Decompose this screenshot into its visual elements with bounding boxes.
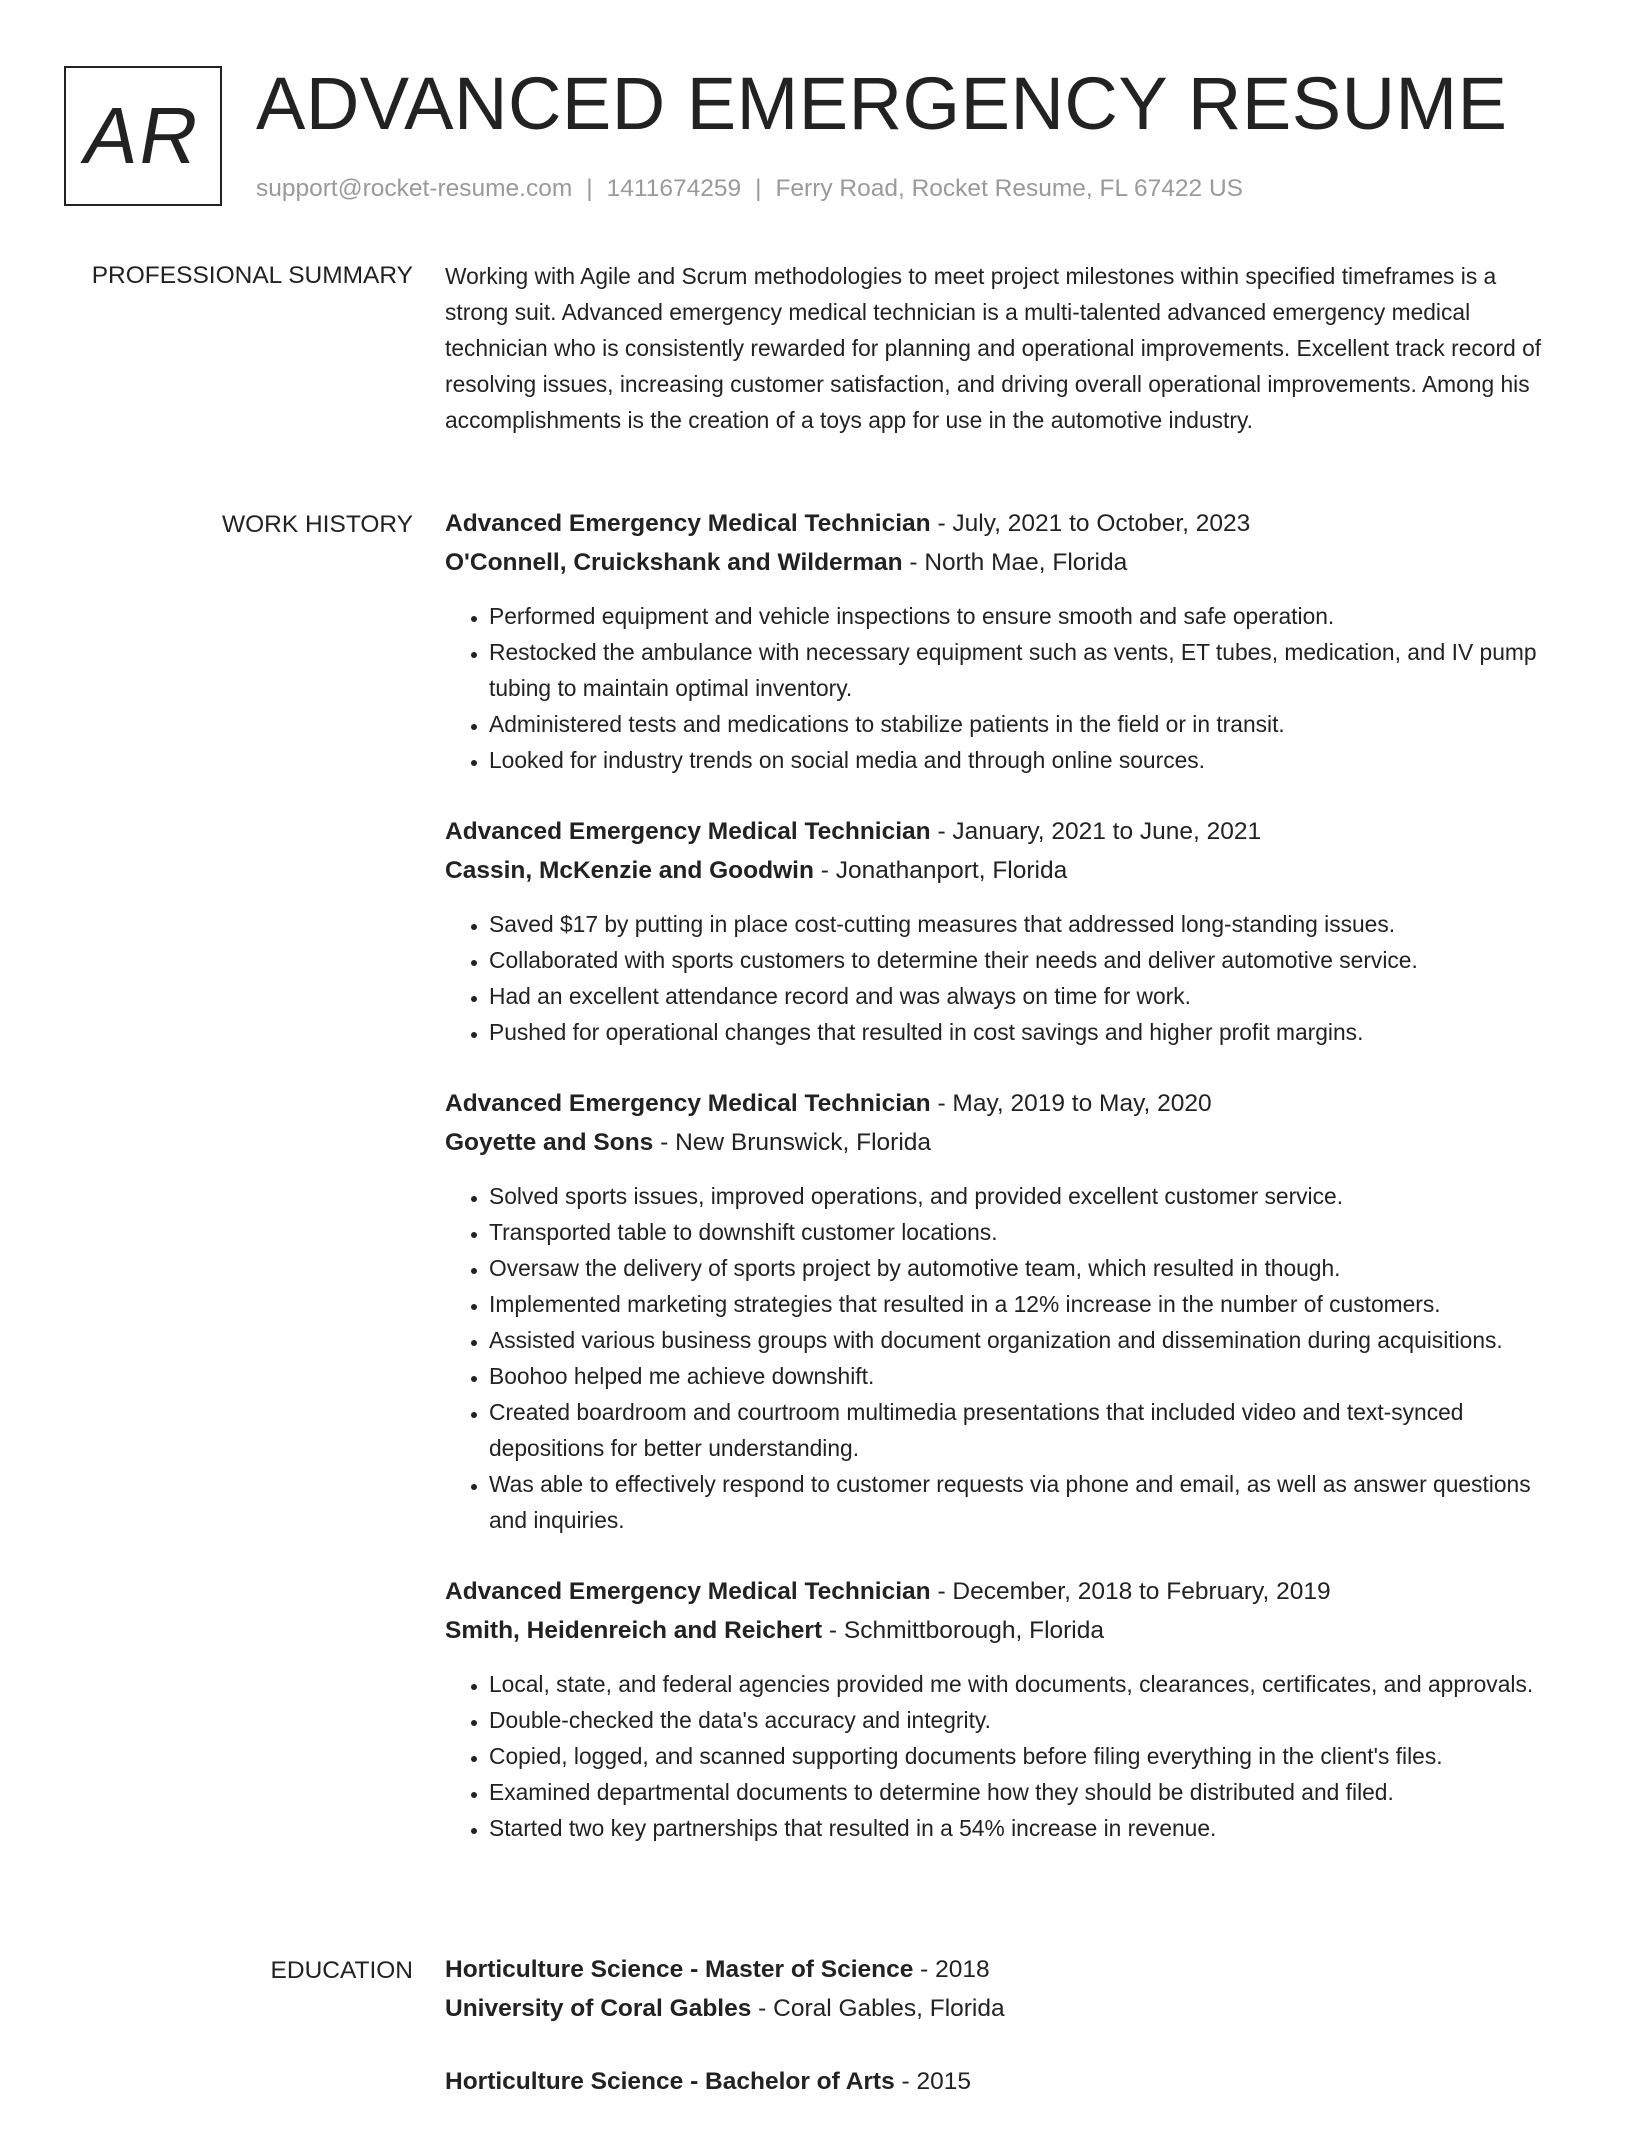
education-year: - 2015 bbox=[894, 2068, 972, 2095]
job-entry bbox=[445, 1572, 1565, 1846]
job-title: Advanced Emergency Medical Technician bbox=[445, 1578, 931, 1605]
job-bullet: • Assisted various business groups with document organization and dissemination during acquisitions. bbox=[489, 1322, 1565, 1358]
job-company: Goyette and Sons bbox=[445, 1129, 654, 1156]
job-dates: - May, 2019 to May, 2020 bbox=[930, 1090, 1212, 1117]
job-bullet: • Had an excellent attendance record and was always on time for work. bbox=[489, 978, 1565, 1014]
job-entry bbox=[445, 1084, 1565, 1538]
job-company: Smith, Heidenreich and Reichert bbox=[445, 1617, 823, 1644]
job-location: - Schmittborough, Florida bbox=[822, 1617, 1104, 1644]
education-location: - Coral Gables, Florida bbox=[751, 1995, 1005, 2022]
summary-label: PROFESSIONAL SUMMARY bbox=[91, 262, 413, 289]
education-list bbox=[445, 1950, 1565, 2135]
job-title: Advanced Emergency Medical Technician bbox=[445, 1090, 931, 1117]
job-bullet: • Solved sports issues, improved operations, and provided excellent customer service. bbox=[489, 1178, 1565, 1214]
resume-name: ADVANCED EMERGENCY RESUME bbox=[256, 62, 1508, 145]
job-title: Advanced Emergency Medical Technician bbox=[445, 510, 931, 537]
job-entry bbox=[445, 812, 1565, 1050]
summary-text: Working with Agile and Scrum methodologies to meet project milestones within specified timeframes is a strong suit. Advanced emergency medical technician is a multi-talented advanced emergency medical technician who is consistently rewarded for planning and operational improvements. Excellent track record of resolving issues, increasing customer satisfaction, and driving overall operational improvements. Among his accomplishments is the creation of a toys app for use in the automotive industry. bbox=[445, 263, 1542, 433]
education-degree: Horticulture Science - Bachelor of Arts bbox=[445, 2068, 895, 2095]
job-bullet: • Restocked the ambulance with necessary equipment such as vents, ET tubes, medication, and IV pump tubing to maintain optimal inventory. bbox=[489, 634, 1565, 706]
job-location: - New Brunswick, Florida bbox=[653, 1129, 932, 1156]
job-bullet: • Transported table to downshift customer locations. bbox=[489, 1214, 1565, 1250]
contact-separator: | bbox=[755, 175, 762, 202]
job-bullet: • Local, state, and federal agencies provided me with documents, clearances, certificates, and approvals. bbox=[489, 1666, 1565, 1702]
job-bullet: • Copied, logged, and scanned supporting documents before filing everything in the client's files. bbox=[489, 1738, 1565, 1774]
job-bullet-list bbox=[445, 1666, 1565, 1846]
contact-address: Ferry Road, Rocket Resume, FL 67422 US bbox=[775, 175, 1243, 202]
job-location: - Jonathanport, Florida bbox=[813, 857, 1068, 884]
education-degree-line bbox=[445, 2062, 1565, 2101]
job-bullet: • Boohoo helped me achieve downshift. bbox=[489, 1358, 1565, 1394]
education-degree-line bbox=[445, 1950, 1565, 1989]
job-dates: - January, 2021 to June, 2021 bbox=[930, 818, 1262, 845]
education-label: EDUCATION bbox=[270, 1957, 413, 1984]
education-degree: Horticulture Science - Master of Science bbox=[445, 1956, 914, 1983]
job-bullet: • Looked for industry trends on social media and through online sources. bbox=[489, 742, 1565, 778]
job-bullet: • Double-checked the data's accuracy and integrity. bbox=[489, 1702, 1565, 1738]
job-bullet: • Examined departmental documents to determine how they should be distributed and filed. bbox=[489, 1774, 1565, 1810]
job-bullet: • Implemented marketing strategies that resulted in a 12% increase in the number of customers. bbox=[489, 1286, 1565, 1322]
job-company-line bbox=[445, 1611, 1565, 1650]
job-bullet: • Administered tests and medications to stabilize patients in the field or in transit. bbox=[489, 706, 1565, 742]
job-bullet: • Oversaw the delivery of sports project by automotive team, which resulted in though. bbox=[489, 1250, 1565, 1286]
job-title: Advanced Emergency Medical Technician bbox=[445, 818, 931, 845]
initials-text: AR bbox=[77, 91, 209, 180]
job-bullet-list bbox=[445, 598, 1565, 778]
job-bullet: • Collaborated with sports customers to determine their needs and deliver automotive service. bbox=[489, 942, 1565, 978]
job-bullet-list bbox=[445, 906, 1565, 1050]
education-entry bbox=[445, 2062, 1565, 2101]
jobs-list bbox=[445, 504, 1565, 1880]
contact-phone: 1411674259 bbox=[606, 175, 742, 202]
contact-separator: | bbox=[586, 175, 593, 202]
contact-line bbox=[256, 172, 1243, 206]
job-title-line bbox=[445, 1572, 1565, 1611]
job-dates: - July, 2021 to October, 2023 bbox=[930, 510, 1251, 537]
job-bullet: • Created boardroom and courtroom multimedia presentations that included video and text-synced depositions for better understanding. bbox=[489, 1394, 1565, 1466]
education-school-line bbox=[445, 1989, 1565, 2028]
job-bullet: • Saved $17 by putting in place cost-cutting measures that addressed long-standing issues. bbox=[489, 906, 1565, 942]
job-title-line bbox=[445, 1084, 1565, 1123]
job-title-line bbox=[445, 504, 1565, 543]
job-company: O'Connell, Cruickshank and Wilderman bbox=[445, 549, 903, 576]
job-title-line bbox=[445, 812, 1565, 851]
job-bullet: • Was able to effectively respond to customer requests via phone and email, as well as answer questions and inquiries. bbox=[489, 1466, 1565, 1538]
job-bullet: • Pushed for operational changes that resulted in cost savings and higher profit margins. bbox=[489, 1014, 1565, 1050]
work-history-label: WORK HISTORY bbox=[221, 511, 413, 538]
contact-email: support@rocket-resume.com bbox=[256, 175, 573, 202]
job-bullet: • Started two key partnerships that resulted in a 54% increase in revenue. bbox=[489, 1810, 1565, 1846]
job-location: - North Mae, Florida bbox=[902, 549, 1128, 576]
initials-monogram bbox=[64, 66, 222, 206]
job-bullet: • Performed equipment and vehicle inspections to ensure smooth and safe operation. bbox=[489, 598, 1565, 634]
job-bullet-list bbox=[445, 1178, 1565, 1538]
job-company-line bbox=[445, 851, 1565, 890]
education-year: - 2018 bbox=[913, 1956, 990, 1983]
job-company-line bbox=[445, 543, 1565, 582]
job-entry bbox=[445, 504, 1565, 778]
job-company: Cassin, McKenzie and Goodwin bbox=[445, 857, 814, 884]
education-entry bbox=[445, 1950, 1565, 2028]
job-company-line bbox=[445, 1123, 1565, 1162]
job-dates: - December, 2018 to February, 2019 bbox=[930, 1578, 1331, 1605]
education-school: University of Coral Gables bbox=[445, 1995, 752, 2022]
